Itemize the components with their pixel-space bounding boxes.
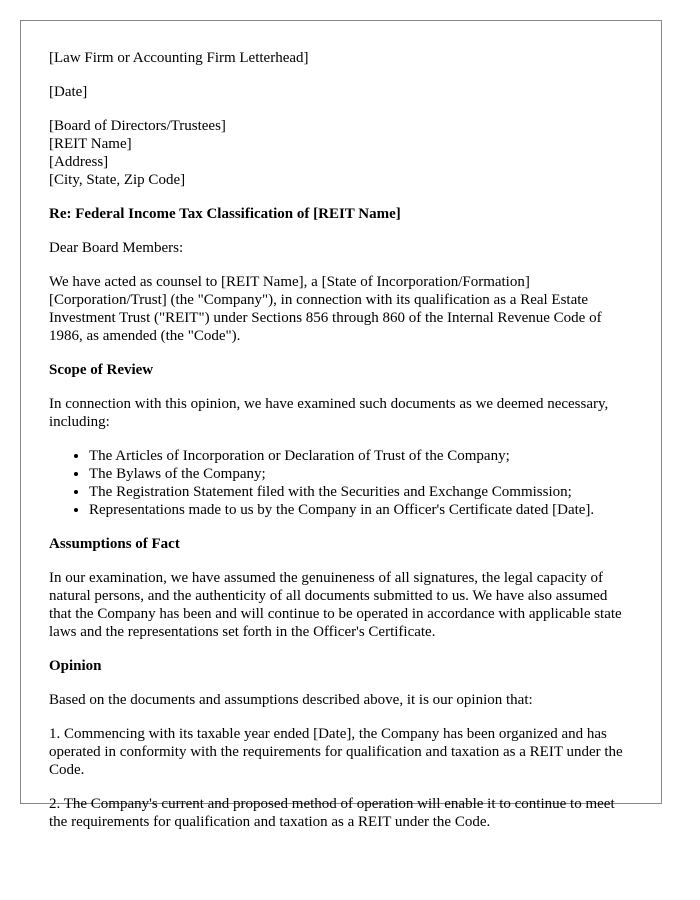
- letter-page: [20, 20, 662, 830]
- assumptions-paragraph: In our examination, we have assumed the genuineness of all signatures, the legal capacity of natural persons, and the authenticity of all documents submitted to us. We have also assumed that the Company has been and will continue to be operated in accordance with applicable state laws and the representations set forth in the Officer's Certificate.: [49, 570, 622, 640]
- recipient-line: [REIT Name]: [49, 136, 132, 152]
- assumptions-heading: Assumptions of Fact: [49, 536, 180, 552]
- letterhead: [Law Firm or Accounting Firm Letterhead]: [49, 50, 309, 66]
- salutation: Dear Board Members:: [49, 240, 184, 256]
- opinion-point: 1. Commencing with its taxable year ended [Date], the Company has been organized and has operated in conformity with the requirements for qualification and taxation as a REIT under the Code.: [49, 726, 623, 778]
- scope-list: [49, 447, 633, 519]
- list-item: • The Registration Statement filed with the Securities and Exchange Commission;: [89, 483, 633, 501]
- list-item: • The Articles of Incorporation or Declaration of Trust of the Company;: [89, 447, 633, 465]
- recipient-line: [City, State, Zip Code]: [49, 172, 186, 188]
- scope-paragraph: In connection with this opinion, we have examined such documents as we deemed necessary, including:: [49, 396, 609, 430]
- scope-heading: Scope of Review: [49, 362, 154, 378]
- intro-paragraph: We have acted as counsel to [REIT Name], a [State of Incorporation/Formation] [Corporation/Trust] (the "Company"), in connection with its qualification as a Real Estate Investment Trust ("REIT") under Sections 856 through 860 of the Internal Revenue Code of 1986, as amended (the "Code").: [49, 274, 602, 344]
- opinion-point: 2. The Company's current and proposed method of operation will enable it to continue to meet the requirements for qualification and taxation as a REIT under the Code.: [49, 796, 615, 830]
- letter-content: [49, 49, 633, 847]
- recipient-line: [Address]: [49, 154, 109, 170]
- list-item: • The Bylaws of the Company;: [89, 465, 633, 483]
- list-item: • Representations made to us by the Company in an Officer's Certificate dated [Date].: [89, 501, 633, 519]
- recipient-line: [Board of Directors/Trustees]: [49, 118, 226, 134]
- letter-date: [Date]: [49, 84, 88, 100]
- opinion-heading: Opinion: [49, 658, 102, 674]
- subject-line: Re: Federal Income Tax Classification of [REIT Name]: [49, 206, 401, 222]
- recipient-address: [49, 117, 633, 189]
- opinion-paragraph: Based on the documents and assumptions described above, it is our opinion that:: [49, 692, 533, 708]
